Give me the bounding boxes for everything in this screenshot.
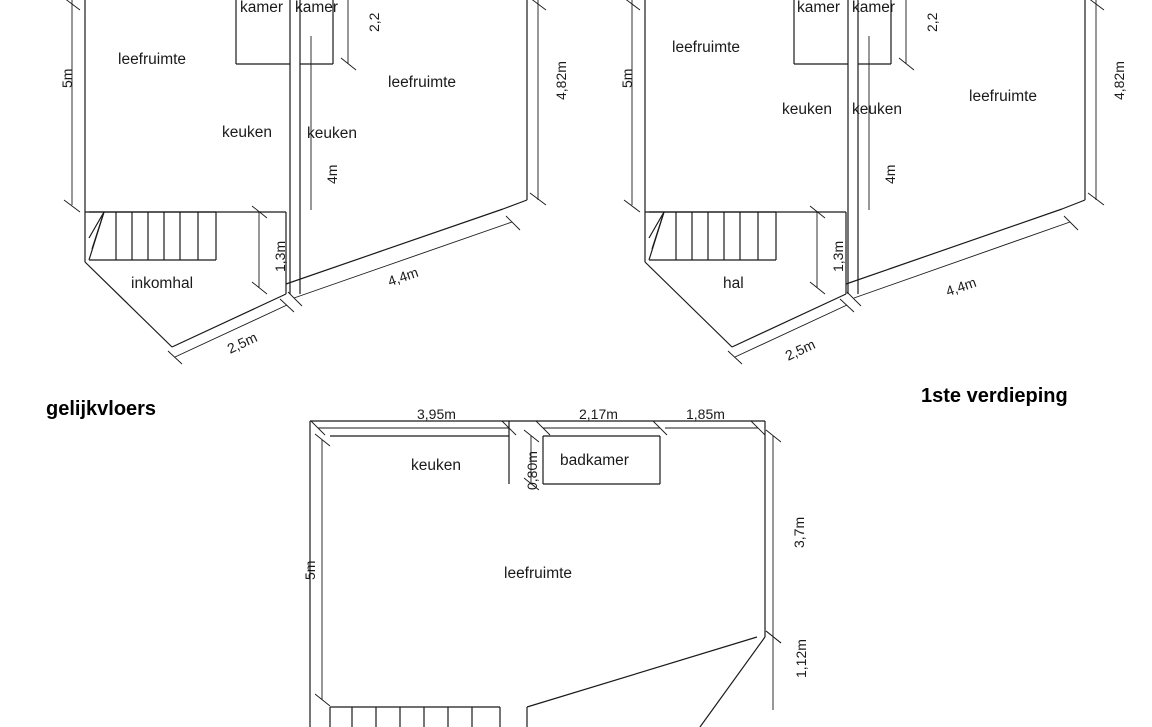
room-label-keuken-sf: keuken [411,457,461,474]
dimension-label-sf-0-80m: 0,80m [524,451,540,490]
dimension-label-sf-5m: 5m [302,560,318,580]
dimension-label-gf-1-3m: 1,3m [272,240,288,272]
dimension-label-gf-4-82m: 4,82m [553,61,569,100]
dimension-label-sf-3-7m: 3,7m [791,516,807,548]
room-label-keuken-gf-left: keuken [222,124,272,141]
room-label-leefruimte-ff-right: leefruimte [969,88,1038,105]
room-label-inkomhal: inkomhal [131,275,194,292]
room-label-badkamer: badkamer [560,452,629,469]
dimension-label-gf-4m: 4m [324,164,340,184]
dimension-label-sf-1-12m: 1,12m [793,639,809,678]
room-label-kamer-gf-left: kamer [240,0,284,16]
dimension-label-ff-4m: 4m [882,164,898,184]
dimension-label-gf-4-4m: 4,4m [385,263,421,290]
plan-title-1ste-verdieping: 1ste verdieping [921,385,1068,407]
room-label-leefruimte-gf-right: leefruimte [388,74,457,91]
first-floor-staircase [649,212,776,260]
room-label-leefruimte-ff-left: leefruimte [672,39,741,56]
room-label-leefruimte-sf: leefruimte [504,565,573,582]
room-label-keuken-ff-right: keuken [852,101,902,118]
dimension-label-gf-2-5m: 2,5m [224,328,260,357]
room-label-kamer-gf-right: kamer [295,0,339,16]
room-label-leefruimte-gf-left: leefruimte [118,51,187,68]
dimension-label-ff-2-5m: 2,5m [782,335,818,364]
room-label-kamer-ff-left: kamer [797,0,841,16]
dimension-label-ff-4-4m: 4,4m [943,273,979,300]
room-label-keuken-gf-right: keuken [307,125,357,142]
dimension-label-gf-5m: 5m [59,68,75,88]
ground-floor-interior-walls [85,0,333,294]
dimension-label-ff-5m: 5m [619,68,635,88]
room-label-hal: hal [723,275,744,292]
dimension-label-sf-1-85m: 1,85m [686,406,725,422]
dimension-label-sf-2-17m: 2,17m [579,406,618,422]
dimension-label-ff-1-3m: 1,3m [830,240,846,272]
room-label-keuken-ff-left: keuken [782,101,832,118]
dimension-label-ff-4-82m: 4,82m [1111,61,1127,100]
dimension-label-sf-3-95m: 3,95m [417,406,456,422]
dimension-label-ff-2-2: 2,2 [924,12,940,32]
plan-title-gelijkvloers: gelijkvloers [46,398,157,420]
dimension-label-gf-2-2: 2,2 [366,12,382,32]
room-label-kamer-ff-right: kamer [852,0,896,16]
ground-floor-staircase [89,212,216,260]
second-floor-staircase [330,707,500,727]
